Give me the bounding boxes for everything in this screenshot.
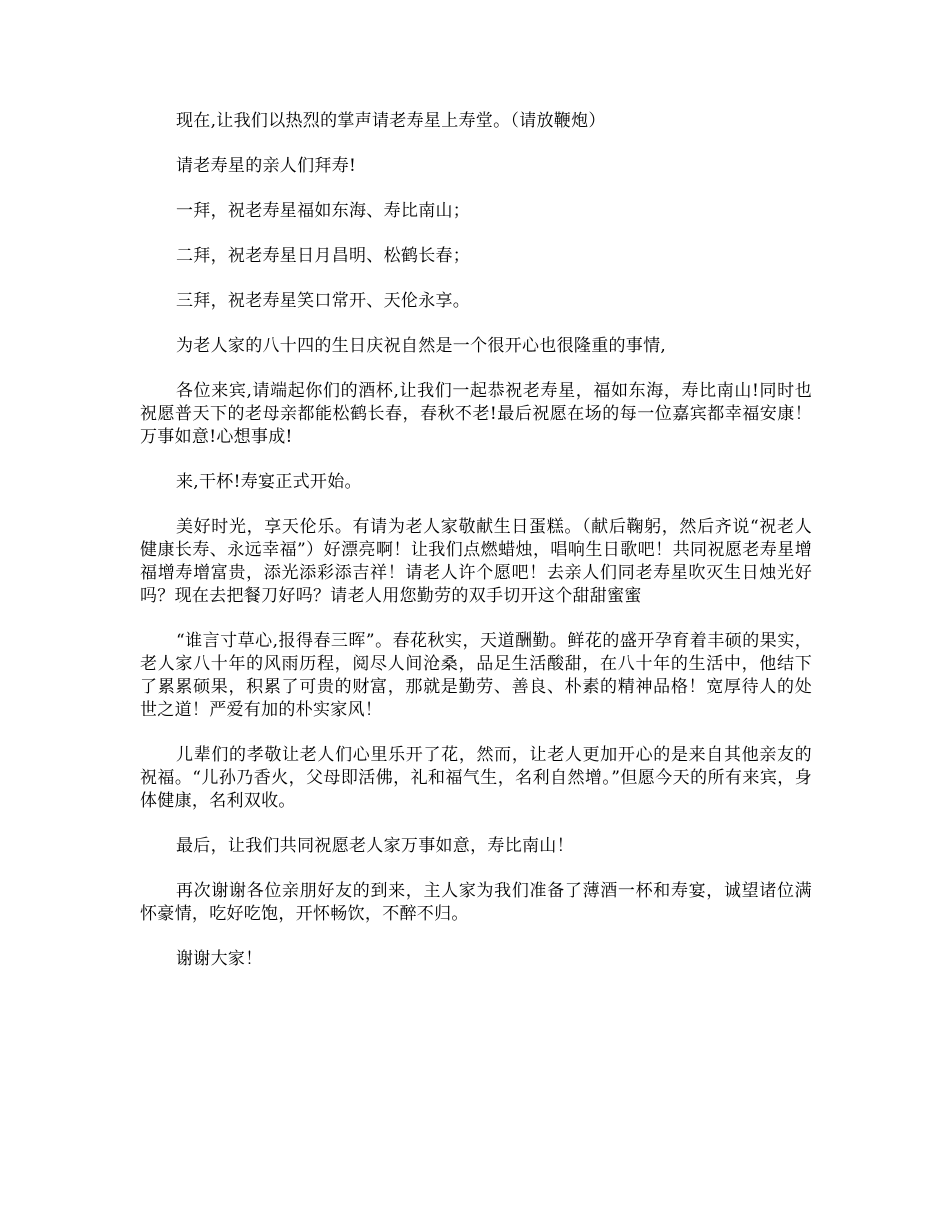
paragraph: 各位来宾,请端起你们的酒杯,让我们一起恭祝老寿星，福如东海，寿比南山!同时也祝愿普天下的老母亲都能松鹤长春，春秋不老!最后祝愿在场的每一位嘉宾都幸福安康！万事如意!心想事成! <box>140 381 812 447</box>
paragraph: 最后，让我们共同祝愿老人家万事如意，寿比南山！ <box>176 836 574 856</box>
paragraph: 请老寿星的亲人们拜寿! <box>176 156 357 176</box>
paragraph: “谁言寸草心,报得春三晖”。春花秋实，天道酬勤。鲜花的盛开孕育着丰硕的果实，老人家八十年的风雨历程，阅尽人间沧桑，品足生活酸甜，在八十年的生活中，他结下了累累硕果，积累了可贵的财富，那就是勤劳、善良、朴素的精神品格！宽厚待人的处世之道！严爱有加的朴实家风！ <box>140 631 812 720</box>
paragraph: 一拜，祝老寿星福如东海、寿比南山； <box>176 201 471 221</box>
paragraph: 现在,让我们以热烈的掌声请老寿星上寿堂。（请放鞭炮） <box>176 111 606 131</box>
paragraph: 美好时光，享天伦乐。有请为老人家敬献生日蛋糕。（献后鞠躬，然后齐说“祝老人健康长寿、永远幸福”）好漂亮啊！让我们点燃蜡烛，唱响生日歌吧！共同祝愿老寿星增福增寿增富贵，添光添彩添吉祥！请老人许个愿吧！去亲人们同老寿星吹灭生日烛光好吗？现在去把餐刀好吗？请老人用您勤劳的双手切开这个甜甜蜜蜜 <box>140 517 812 606</box>
paragraph: 再次谢谢各位亲朋好友的到来，主人家为我们准备了薄酒一杯和寿宴，诚望诸位满怀豪情，吃好吃饱，开怀畅饮，不醉不归。 <box>140 881 812 924</box>
paragraph: 儿辈们的孝敬让老人们心里乐开了花，然而，让老人更加开心的是来自其他亲友的祝福。“儿孙乃香火，父母即活佛，礼和福气生，名利自然增。”但愿今天的所有来宾，身体健康，名利双收。 <box>140 745 812 811</box>
document-page <box>140 110 812 993</box>
paragraph: 谢谢大家！ <box>176 949 263 969</box>
paragraph: 为老人家的八十四的生日庆祝自然是一个很开心也很隆重的事情, <box>176 336 667 356</box>
paragraph: 三拜，祝老寿星笑口常开、天伦永享。 <box>176 291 471 311</box>
paragraph: 来,干杯!寿宴正式开始。 <box>176 472 362 492</box>
paragraph: 二拜，祝老寿星日月昌明、松鹤长春； <box>176 246 471 266</box>
